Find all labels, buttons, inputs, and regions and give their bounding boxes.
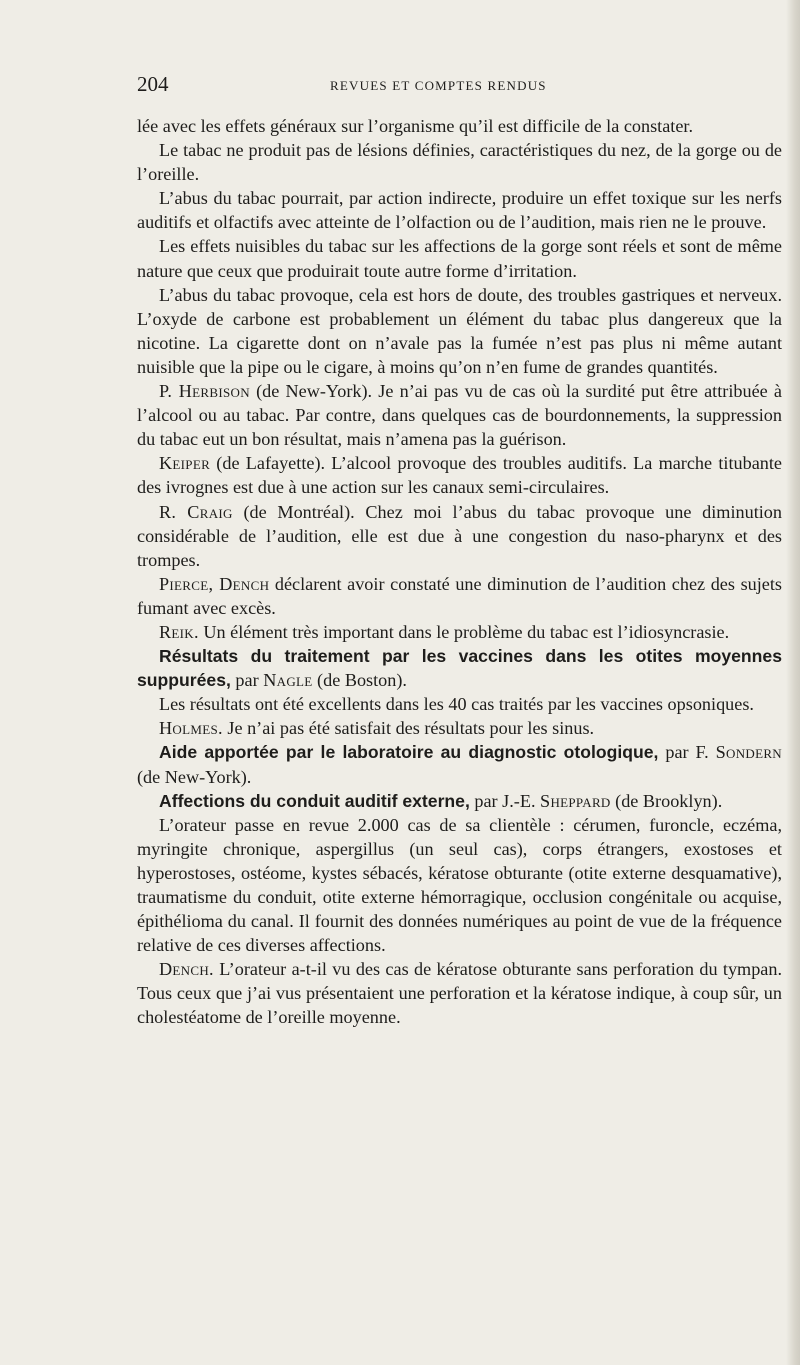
running-head: REVUES ET COMPTES RENDUS bbox=[330, 78, 547, 93]
section-heading-vaccines bbox=[137, 644, 782, 692]
paragraph-text: déclarent avoir constaté une diminution de l’audition chez des sujets fumant avec excès. bbox=[137, 573, 782, 618]
heading-suffix: (de Brooklyn). bbox=[610, 790, 723, 811]
speaker-name: Dench. bbox=[159, 959, 214, 980]
speaker-name: Pierce, Dench bbox=[159, 573, 270, 594]
paragraph-10 bbox=[137, 620, 782, 644]
page-edge bbox=[786, 0, 800, 1365]
paragraph-text: L’abus du tabac pourrait, par action indirecte, produire un effet toxique sur les nerfs auditifs et olfactifs avec atteinte de l’olfaction ou de l’audition, mais rien ne le prouve. bbox=[137, 188, 782, 233]
heading-suffix: (de New-York). bbox=[137, 766, 252, 787]
heading-title: Aide apportée par le laboratoire au diagnostic otologique, bbox=[159, 742, 659, 763]
speaker-name: Reik. bbox=[159, 621, 199, 642]
paragraph-17 bbox=[137, 957, 782, 1029]
paragraph-2 bbox=[137, 138, 782, 186]
paragraph-text: Les résultats ont été excellents dans les 40 cas traités par les vaccines opsoniques. bbox=[159, 694, 754, 715]
paragraph-text: L’orateur a-t-il vu des cas de kératose obturante sans perforation du tympan. Tous ceux que j’ai vus présentaient une perforation et la kératose indique, à coup sûr, un cholestéatome de l’oreille moyenne. bbox=[137, 959, 782, 1028]
page-header bbox=[137, 72, 782, 102]
heading-title: Résultats du traitement par les vaccines dans les otites moyennes suppurées, bbox=[137, 646, 782, 691]
paragraph-3 bbox=[137, 186, 782, 234]
paragraph-12 bbox=[137, 692, 782, 716]
paragraph-text: Je n’ai pas été satisfait des résultats pour les sinus. bbox=[222, 718, 595, 739]
author-name: Sheppard bbox=[540, 790, 611, 811]
heading-suffix: (de Boston). bbox=[312, 670, 407, 691]
paragraph-9 bbox=[137, 572, 782, 620]
paragraph-text: (de New-York). Je n’ai pas vu de cas où la surdité put être attribuée à l’alcool ou au tabac. Par contre, dans quelques cas de bourdonnements, la suppression du tabac eut un bon résultat, mais n’amena pas la guérison. bbox=[137, 381, 782, 450]
paragraph-text: (de Montréal). Chez moi l’abus du tabac provoque une diminution considérable de l’audition, elle est due à une congestion du naso-pharynx et des trompes. bbox=[137, 501, 782, 570]
paragraph-7 bbox=[137, 451, 782, 499]
paragraph-4 bbox=[137, 234, 782, 282]
paragraph-13 bbox=[137, 716, 782, 740]
paragraph-text: L’orateur passe en revue 2.000 cas de sa clientèle : cérumen, furoncle, eczéma, myringite chronique, aspergillus (un seul cas), corps étrangers, exostoses et hyperostoses, ostéome, kystes sébacés, kératose obturante (otite externe desquamative), traumatisme du conduit, otite externe hémorragique, occlusion congénitale ou acquise, épithélioma du canal. Il fournit des données numériques au point de vue de la fréquence relative de ces diverses affections. bbox=[137, 814, 782, 956]
heading-pre: par bbox=[230, 670, 264, 691]
paragraph-text: (de Lafayette). L’alcool provoque des troubles auditifs. La marche titubante des ivrognes est due à une action sur les canaux semi-circulaires. bbox=[137, 453, 782, 498]
paragraph-text: Un élément très important dans le problème du tabac est l’idiosyncrasie. bbox=[198, 621, 730, 642]
speaker-name: R. Craig bbox=[159, 501, 233, 522]
heading-pre: par F. bbox=[658, 742, 716, 763]
paragraph-5 bbox=[137, 283, 782, 379]
speaker-name: Keiper bbox=[159, 453, 211, 474]
author-name: Nagle bbox=[263, 670, 313, 691]
section-heading-laboratory bbox=[137, 740, 782, 788]
paragraph-text: lée avec les effets généraux sur l’organisme qu’il est difficile de la constater. bbox=[137, 116, 694, 136]
paragraph-text: Le tabac ne produit pas de lésions définies, caractéristiques du nez, de la gorge ou de l’oreille. bbox=[137, 140, 782, 185]
author-name: Sondern bbox=[715, 742, 782, 763]
paragraph-16 bbox=[137, 813, 782, 958]
heading-title: Affections du conduit auditif externe, bbox=[159, 790, 470, 811]
page-number: 204 bbox=[137, 72, 169, 96]
speaker-name: Holmes. bbox=[159, 718, 223, 739]
section-heading-ear-canal bbox=[137, 789, 782, 813]
paragraph-6 bbox=[137, 379, 782, 451]
article-body bbox=[137, 114, 782, 1030]
speaker-name: P. Herbison bbox=[159, 381, 250, 402]
paragraph-8 bbox=[137, 500, 782, 572]
paragraph-text: Les effets nuisibles du tabac sur les affections de la gorge sont réels et sont de même nature que ceux que produirait toute autre forme d’irritation. bbox=[137, 236, 782, 281]
heading-pre: par J.-E. bbox=[469, 790, 541, 811]
paragraph-text: L’abus du tabac provoque, cela est hors de doute, des troubles gastriques et nerveux. L’oxyde de carbone est probablement un élément du tabac plus dangereux que la nicotine. La cigarette dont on n’avale pas la fumée n’est pas plus ni même autant nuisible que la pipe ou le cigare, à moins qu’on n’en fume de grandes quantités. bbox=[137, 284, 782, 377]
paragraph-1 bbox=[137, 114, 782, 138]
